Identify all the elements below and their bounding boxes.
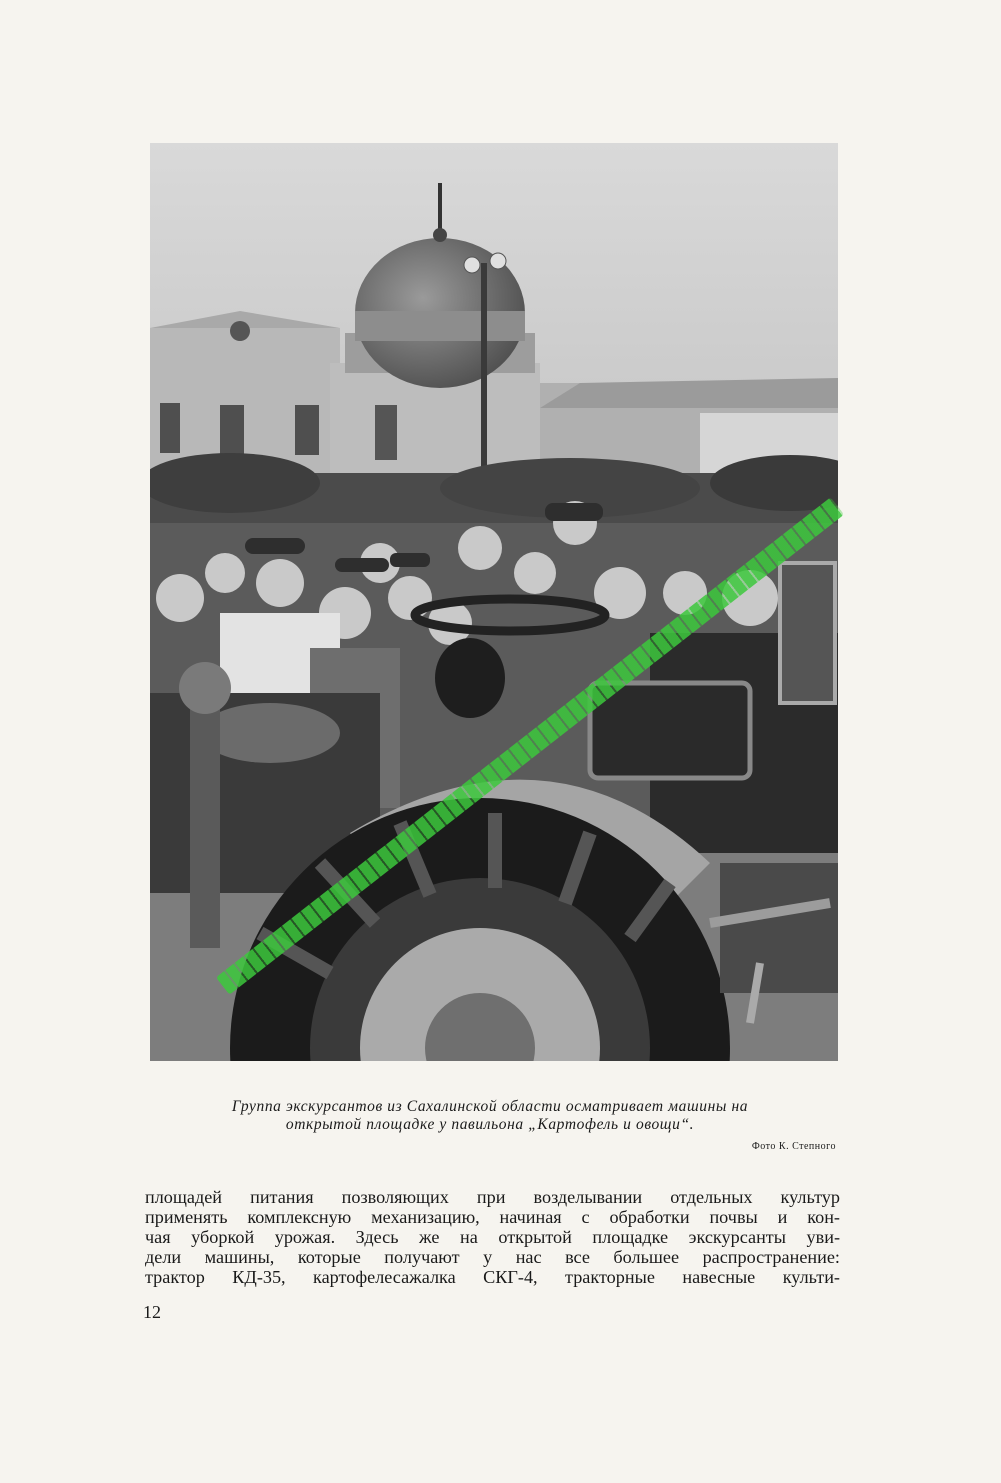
caption-line-2: открытой площадке у павильона „Картофель и овощи“. [285,1116,695,1133]
photograph [150,143,838,1061]
photo-caption [140,1098,840,1134]
photo-credit: Фото К. Степного [751,1141,836,1152]
body-line-5: трактор КД-35, картофелесажалка СКГ-4, тракторные навесные культи- [145,1267,840,1287]
page-number: 12 [143,1302,161,1322]
caption-line-1: Группа экскурсантов из Сахалинской области осматривает машины на [231,1098,749,1115]
body-line-4: дели машины, которые получают у нас все большее распространение: [145,1247,840,1267]
photo-illustration [150,143,838,1061]
body-paragraph [145,1187,840,1287]
body-line-2: применять комплексную механизацию, начиная с обработки почвы и кон- [145,1207,840,1227]
body-line-1: площадей питания позволяющих при возделывании отдельных культур [145,1187,840,1207]
body-line-3: чая уборкой урожая. Здесь же на открытой площадке экскурсанты уви- [145,1227,840,1247]
